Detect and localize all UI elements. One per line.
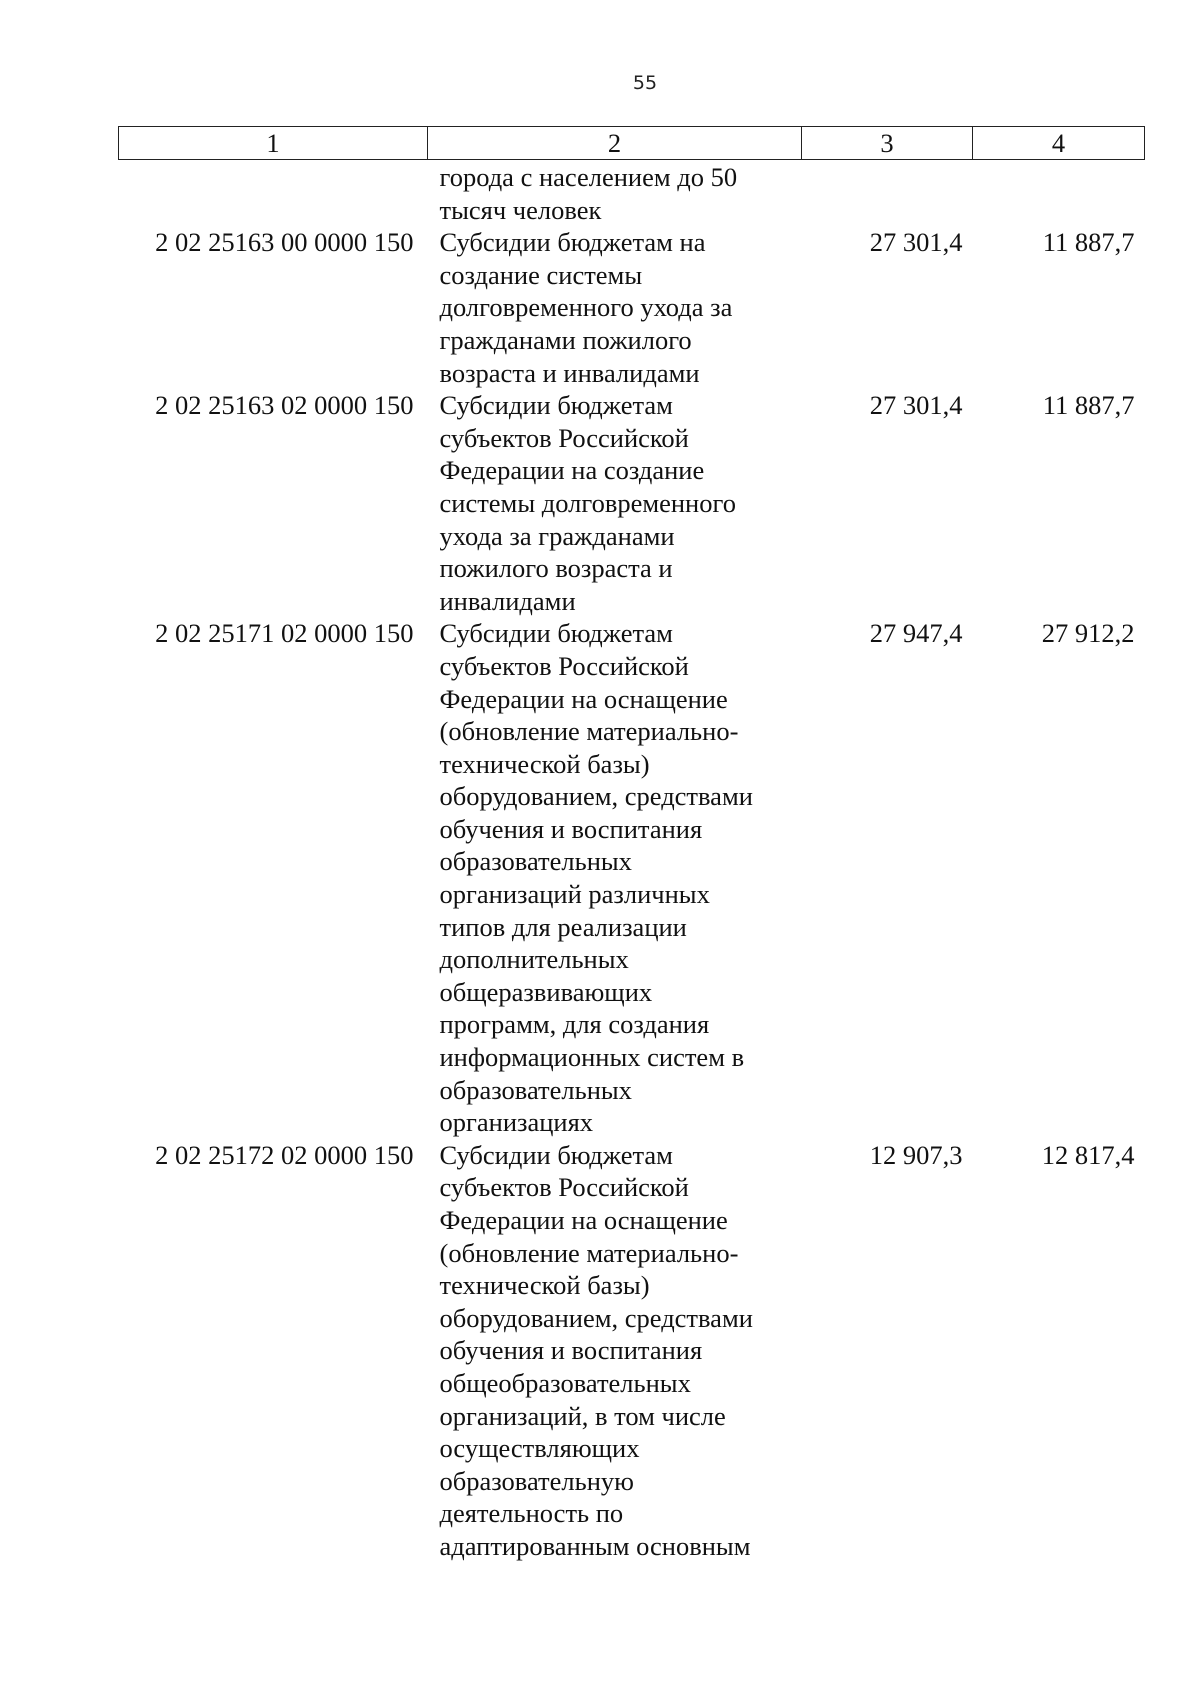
budget-code: 2 02 25172 02 0000 150 [155, 1139, 414, 1170]
description-line: долговременного ухода за [439, 292, 733, 323]
description-line: Федерации на оснащение [439, 683, 728, 714]
description-line: ухода за гражданами [439, 520, 675, 551]
description-line: дополнительных [439, 944, 629, 975]
amount-col-3: 27 301,4 [869, 227, 963, 258]
description-line: оборудованием, средствами [439, 781, 753, 812]
amount-col-4: 27 912,2 [1041, 618, 1135, 649]
description-line: субъектов Российской [439, 422, 689, 453]
table-header-row [119, 127, 1145, 160]
description-line: (обновление материально- [439, 1237, 739, 1268]
amount-col-4: 11 887,7 [1042, 227, 1135, 258]
amount-col-4 [973, 160, 1145, 227]
description-line: (обновление материально- [439, 716, 739, 747]
description-line: деятельность по [439, 1498, 624, 1529]
description-line: образовательных [439, 1074, 632, 1105]
description-line: Субсидии бюджетам [439, 1139, 673, 1170]
description-line: города с населением до 50 [439, 162, 738, 192]
description-line: Субсидии бюджетам на [439, 227, 706, 258]
budget-code: 2 02 25163 02 0000 150 [155, 390, 414, 421]
description-line: информационных систем в [439, 1042, 745, 1073]
description-line: Субсидии бюджетам [439, 618, 673, 649]
description-line: организаций, в том числе [439, 1400, 726, 1431]
header-col-4: 4 [973, 127, 1145, 160]
description-line: пожилого возраста и [439, 553, 673, 584]
description-line: Субсидии бюджетам [439, 390, 673, 421]
description-line: осуществляющих [439, 1433, 640, 1464]
page-number: 55 [632, 72, 658, 94]
header-col-1: 1 [119, 127, 428, 160]
description-line: технической базы) [439, 1270, 650, 1301]
budget-code [119, 160, 428, 227]
amount-col-3 [802, 160, 973, 227]
budget-description [428, 226, 802, 389]
description-line: организациях [439, 1107, 594, 1138]
description-line: инвалидами [439, 585, 576, 616]
description-line: Федерации на оснащение [439, 1205, 728, 1235]
amount-col-3: 12 907,3 [869, 1139, 963, 1170]
description-line: образовательных [439, 846, 632, 877]
table-row [119, 160, 1145, 227]
amount-col-4: 11 887,7 [1042, 390, 1135, 421]
description-line: типов для реализации [439, 911, 687, 942]
description-line: гражданами пожилого [439, 324, 692, 355]
header-col-3: 3 [802, 127, 973, 160]
table-row [119, 389, 1145, 617]
description-line: Федерации на создание [439, 455, 705, 486]
budget-code: 2 02 25171 02 0000 150 [155, 618, 414, 649]
amount-col-4: 12 817,4 [1041, 1139, 1135, 1170]
table-body [119, 160, 1145, 1563]
budget-description [428, 1139, 802, 1563]
amount-col-3: 27 301,4 [869, 390, 963, 421]
description-line: оборудованием, средствами [439, 1302, 753, 1333]
description-line: организаций различных [439, 879, 710, 910]
description-line: адаптированным основным [439, 1530, 751, 1561]
description-line: тысяч человек [439, 194, 602, 225]
budget-description [428, 160, 802, 227]
description-line: обучения и воспитания [439, 813, 703, 844]
description-line: субъектов Российской [439, 650, 689, 681]
description-line: общеобразовательных [439, 1367, 691, 1398]
budget-description [428, 617, 802, 1139]
header-col-2: 2 [428, 127, 802, 160]
description-line: субъектов Российской [439, 1172, 689, 1203]
budget-description [428, 389, 802, 617]
description-line: технической базы) [439, 748, 650, 779]
description-line: обучения и воспитания [439, 1335, 703, 1366]
table-row [119, 1139, 1145, 1563]
table-row [119, 226, 1145, 389]
description-line: возраста и инвалидами [439, 357, 700, 388]
description-line: образовательную [439, 1465, 634, 1496]
table-row [119, 617, 1145, 1139]
description-line: общеразвивающих [439, 976, 653, 1007]
budget-table [118, 126, 1145, 1563]
description-line: программ, для создания [439, 1009, 710, 1040]
budget-code: 2 02 25163 00 0000 150 [155, 227, 414, 258]
amount-col-3: 27 947,4 [869, 618, 963, 649]
description-line: создание системы [439, 259, 643, 290]
description-line: системы долговременного [439, 487, 736, 518]
